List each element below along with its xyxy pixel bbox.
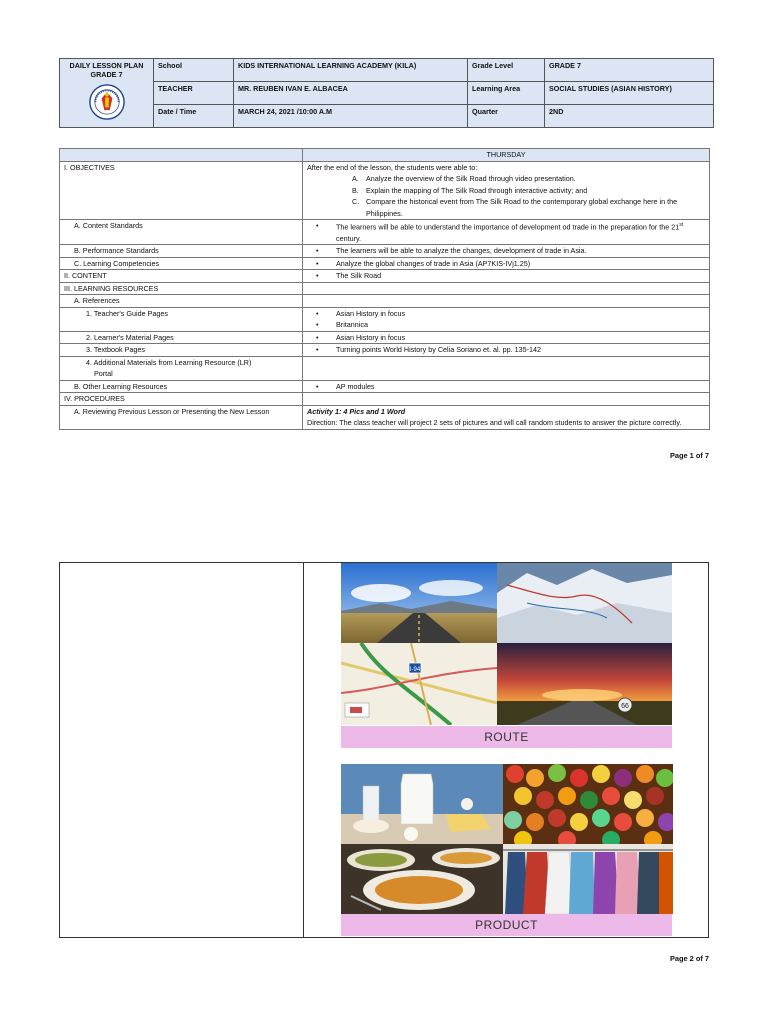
learning-area-label: Learning Area xyxy=(468,81,545,104)
performance-standards-label: B. Performance Standards xyxy=(60,245,303,258)
learning-competencies-label: C. Learning Competencies xyxy=(60,257,303,270)
dlp-grade: GRADE 7 xyxy=(90,70,123,80)
list-item: • The learners will be able to understand the importance of development od trade in the preparation for the 21st century. xyxy=(307,220,705,244)
learning-area-value: SOCIAL STUDIES (ASIAN HISTORY) xyxy=(545,81,714,104)
table-row xyxy=(60,245,710,258)
list-item: • Britannica xyxy=(307,319,705,331)
page-number: Page 1 of 7 xyxy=(669,451,709,460)
grade-level-label: Grade Level xyxy=(468,59,545,82)
list-item: • The learners will be able to analyze the changes, development of trade in Asia. xyxy=(307,245,705,257)
list-item: • AP modules xyxy=(307,381,705,393)
sunset-road-image xyxy=(497,643,672,725)
activity-direction: Direction: The class teacher will project 2 sets of pictures and will call random students to answer the picture correctly. xyxy=(307,418,682,428)
clothing-image xyxy=(503,844,673,914)
objectives-cell xyxy=(303,161,710,220)
table-row xyxy=(60,344,710,357)
references-label: A. References xyxy=(60,295,303,308)
dairy-products-image xyxy=(341,764,503,844)
table-row xyxy=(60,405,710,429)
mountain-route-image xyxy=(497,563,672,643)
header-title-cell xyxy=(60,59,154,128)
list-item: • Analyze the global changes of trade in Asia (AP7KIS-IVj1.25) xyxy=(307,258,705,270)
date-label: Date / Time xyxy=(154,104,234,127)
school-label: School xyxy=(154,59,234,82)
header-table xyxy=(59,58,714,128)
page-number: Page 2 of 7 xyxy=(669,954,709,963)
list-item: • The Silk Road xyxy=(307,270,705,282)
list-item: B. Explain the mapping of The Silk Road through interactive activity; and xyxy=(352,185,588,195)
activity-title: Activity 1: 4 Pics and 1 Word xyxy=(307,406,406,416)
highway-sign-label: I-94 xyxy=(409,667,421,673)
quarter-label: Quarter xyxy=(468,104,545,127)
list-item: C. Compare the historical event from The Silk Road to the contemporary global exchange here in the Philippines. xyxy=(352,197,678,218)
fruits-image xyxy=(503,764,673,844)
table-row xyxy=(60,356,710,380)
table-row xyxy=(60,282,710,295)
road-image xyxy=(341,563,497,643)
table-row xyxy=(60,161,710,220)
learners-material-label: 2. Learner's Material Pages xyxy=(60,331,303,344)
resources-label: III. LEARNING RESOURCES xyxy=(60,282,303,295)
table-row xyxy=(60,149,710,162)
date-value: MARCH 24, 2021 /10:00 A.M xyxy=(234,104,468,127)
reviewing-label: A. Reviewing Previous Lesson or Presenting the New Lesson xyxy=(60,405,303,429)
table-row xyxy=(60,393,710,406)
content-standards-label: A. Content Standards xyxy=(60,220,303,245)
day-label: THURSDAY xyxy=(303,149,710,162)
route-sign-label: 66 xyxy=(621,703,629,710)
table-row xyxy=(60,307,710,331)
list-item: A. Analyze the overview of the Silk Road through video presentation. xyxy=(352,174,576,183)
list-item: • Asian History in focus xyxy=(307,308,705,320)
teacher-value: MR. REUBEN IVAN E. ALBACEA xyxy=(234,81,468,104)
deped-seal-icon xyxy=(89,84,125,120)
list-item: • Asian History in focus xyxy=(307,332,705,344)
procedures-label: IV. PROCEDURES xyxy=(60,393,303,406)
product-caption: PRODUCT xyxy=(341,914,672,936)
table-row xyxy=(60,295,710,308)
objectives-label: I. OBJECTIVES xyxy=(60,161,303,220)
table-row xyxy=(60,257,710,270)
content-label: II. CONTENT xyxy=(60,270,303,283)
objectives-intro: After the end of the lesson, the students were able to: xyxy=(307,162,478,172)
school-value: KIDS INTERNATIONAL LEARNING ACADEMY (KILA) xyxy=(234,59,468,82)
road-map-image xyxy=(341,643,497,725)
textbook-label: 3. Textbook Pages xyxy=(60,344,303,357)
quarter-value: 2ND xyxy=(545,104,714,127)
table-row xyxy=(60,270,710,283)
table-row xyxy=(60,331,710,344)
teacher-label: TEACHER xyxy=(154,81,234,104)
additional-materials-label: 4. Additional Materials from Learning Resource (LR) Portal xyxy=(60,356,303,380)
grade-level-value: GRADE 7 xyxy=(545,59,714,82)
lesson-table xyxy=(59,148,710,430)
table-row xyxy=(60,380,710,393)
other-resources-label: B. Other Learning Resources xyxy=(60,380,303,393)
table-row xyxy=(60,220,710,245)
teachers-guide-label: 1. Teacher's Guide Pages xyxy=(60,307,303,331)
objectives-list xyxy=(307,173,705,219)
food-dishes-image xyxy=(341,844,503,914)
route-caption: ROUTE xyxy=(341,726,672,748)
list-item: • Turning points World History by Celia Soriano et. al. pp. 135-142 xyxy=(307,344,705,356)
dlp-title: DAILY LESSON PLAN xyxy=(69,61,144,70)
